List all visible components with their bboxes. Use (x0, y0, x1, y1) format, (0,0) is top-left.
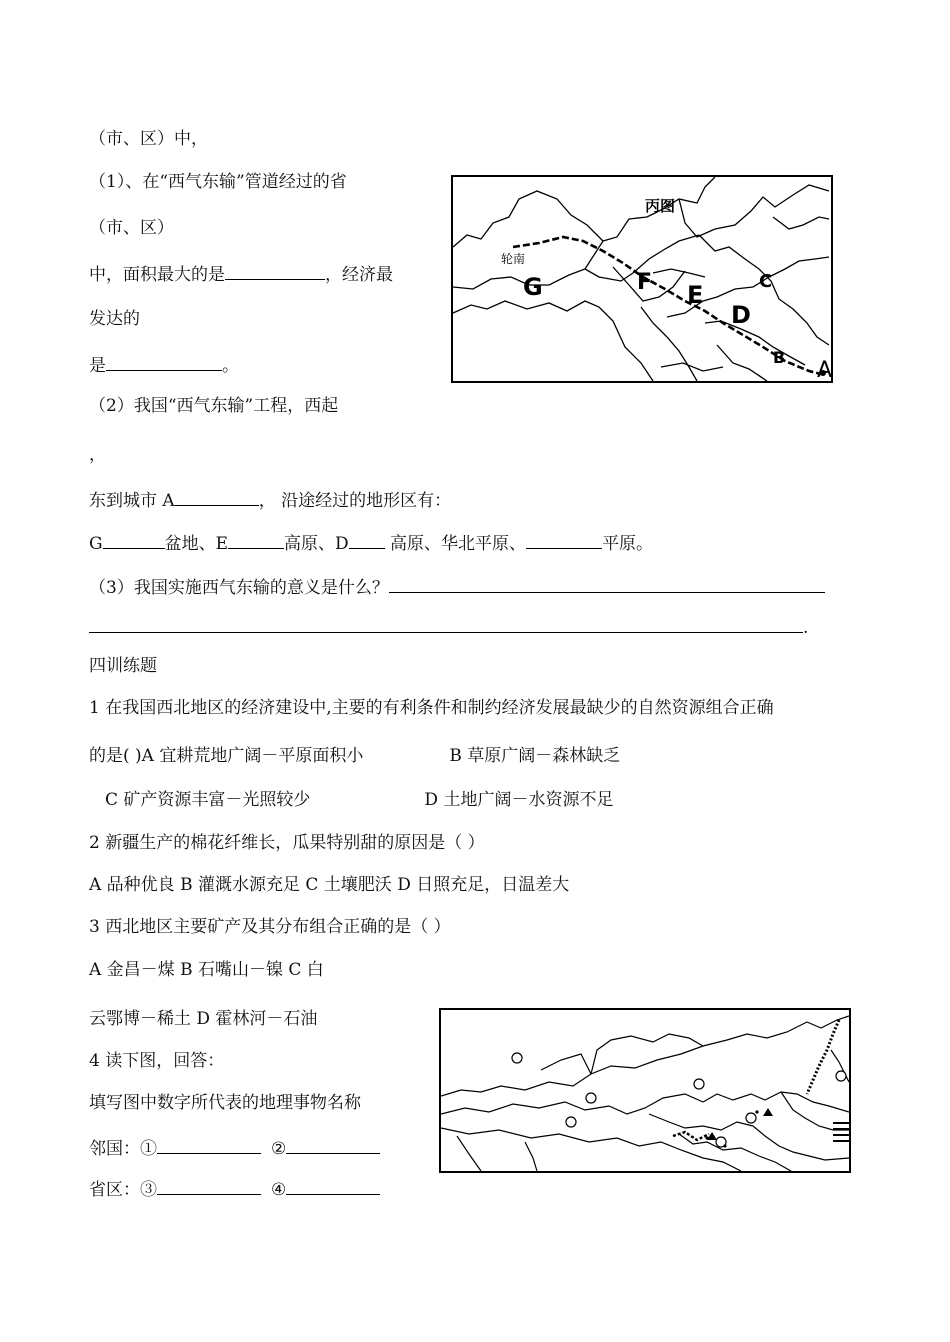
p3-line1: 3 西北地区主要矿产及其分布组合正确的是（ ） (89, 917, 451, 937)
map-marker-2 (586, 1093, 596, 1103)
gas-pipeline-map-drawing (453, 177, 831, 381)
q2-line2: ， (89, 445, 106, 465)
p2-line1: 2 新疆生产的棉花纤维长，瓜果特别甜的原因是（ ） (89, 833, 485, 853)
region-label-b: B (773, 348, 786, 367)
q2-line3 (89, 487, 451, 512)
p3-line2: A 金昌－煤 B 石嘴山－镍 C 白 (89, 960, 324, 980)
q1-line5 (89, 352, 239, 377)
answer-blank-neighbor-1[interactable] (157, 1135, 261, 1154)
q1-line3-prefix: 中，面积最大的是 (89, 265, 225, 285)
city-label-a: A (817, 358, 831, 381)
dot-1 (705, 1136, 708, 1139)
q1-line5-prefix: 是 (89, 356, 106, 376)
p1-line3 (105, 789, 613, 811)
intro-text: （市、区）中， (89, 129, 208, 149)
q2-line3-prefix: 东到城市 A (89, 491, 175, 511)
q3-end: . (803, 618, 809, 638)
q1-line3 (89, 261, 393, 286)
p1-option-d: D 土地广阔－水资源不足 (424, 790, 614, 810)
answer-blank-plateau-e[interactable] (228, 530, 284, 549)
q1-line5-suffix: 。 (222, 356, 239, 376)
answer-blank-neighbor-2[interactable] (286, 1135, 380, 1154)
province-3-label: 省区：③ (89, 1180, 157, 1200)
p1-option-b: B 草原广阔－森林缺乏 (449, 746, 621, 766)
northwest-china-map (439, 1008, 851, 1173)
answer-blank-province-4[interactable] (286, 1176, 380, 1195)
river-segment (673, 1132, 709, 1140)
region-label-e: E (687, 281, 704, 309)
map-marker-3 (566, 1117, 576, 1127)
answer-blank-developed[interactable] (106, 352, 222, 371)
q2-line3-suffix: ， 沿途经过的地形区有： (258, 491, 452, 511)
answer-blank-province-3[interactable] (157, 1176, 261, 1195)
map-marker-1 (512, 1053, 522, 1063)
q1-line1: （1）、在“西气东输”管道经过的省 (89, 172, 347, 192)
answer-blank-plateau-d[interactable] (349, 530, 385, 549)
section-heading: 四训练题 (89, 656, 157, 676)
p4-line4 (89, 1176, 380, 1201)
region-label-g: G (523, 273, 543, 301)
q1-line2: （市、区） (89, 218, 174, 238)
answer-blank-significance-1[interactable] (389, 574, 825, 593)
p3-line3: 云鄂博－稀土 D 霍林河－石油 (89, 1009, 318, 1029)
answer-blank-significance-2[interactable] (89, 614, 803, 633)
text-plateau2: 高原、华北平原、 (384, 534, 527, 554)
region-label-c: C (759, 271, 773, 292)
p1-line2 (89, 745, 620, 767)
region-label-d: D (731, 301, 751, 329)
map-marker-5 (836, 1071, 846, 1081)
northwest-china-map-drawing (441, 1010, 849, 1171)
answer-blank-largest[interactable] (225, 261, 325, 280)
text-plain: 平原。 (602, 534, 654, 554)
p1-option-c: C 矿产资源丰富－光照较少 (105, 790, 311, 810)
text-plateau1: 高原、D (284, 534, 349, 554)
p2-line2: A 品种优良 B 灌溉水源充足 C 土壤肥沃 D 日照充足，日温差大 (89, 875, 570, 895)
text-basin: 盆地、E (164, 534, 229, 554)
label-g: G (89, 534, 103, 554)
p1-option-a: 的是( )A 宜耕荒地广阔－平原面积小 (89, 746, 364, 766)
q2-line4 (89, 530, 653, 555)
mine-triangle-1 (763, 1108, 773, 1116)
q3-question: （3）我国实施西气东输的意义是什么？ (89, 578, 389, 598)
answer-blank-city-a[interactable] (175, 487, 259, 506)
q2-line1: （2）我国“西气东输”工程，西起 (89, 396, 339, 416)
q1-line4: 发达的 (89, 309, 140, 329)
neighbor-2-label: ② (271, 1139, 287, 1159)
answer-blank-basin[interactable] (103, 530, 165, 549)
dot-3 (755, 1110, 758, 1113)
p4-line3 (89, 1135, 380, 1160)
map-marker-4 (694, 1079, 704, 1089)
map-marker-7 (746, 1113, 756, 1123)
p4-line1: 4 读下图，回答： (89, 1051, 225, 1071)
p4-line2: 填写图中数字所代表的地理事物名称 (89, 1093, 361, 1113)
p1-line1: 1 在我国西北地区的经济建设中,主要的有利条件和制约经济发展最缺少的自然资源组合正确 (89, 698, 774, 718)
map-title: 丙图 (645, 197, 676, 215)
map-hatch-area (833, 1122, 849, 1142)
city-lunnan-label: 轮南 (501, 252, 526, 266)
dot-2 (723, 1144, 726, 1147)
mountain-range (807, 1020, 839, 1094)
gas-pipeline-map (451, 175, 833, 383)
province-4-label: ④ (271, 1180, 287, 1200)
q3-line2 (89, 614, 808, 639)
answer-blank-plain[interactable] (526, 530, 602, 549)
q1-line3-suffix: ，经济最 (325, 265, 393, 285)
q3-line (89, 574, 825, 599)
neighbor-1-label: 邻国：① (89, 1139, 157, 1159)
region-label-f: F (637, 270, 653, 295)
